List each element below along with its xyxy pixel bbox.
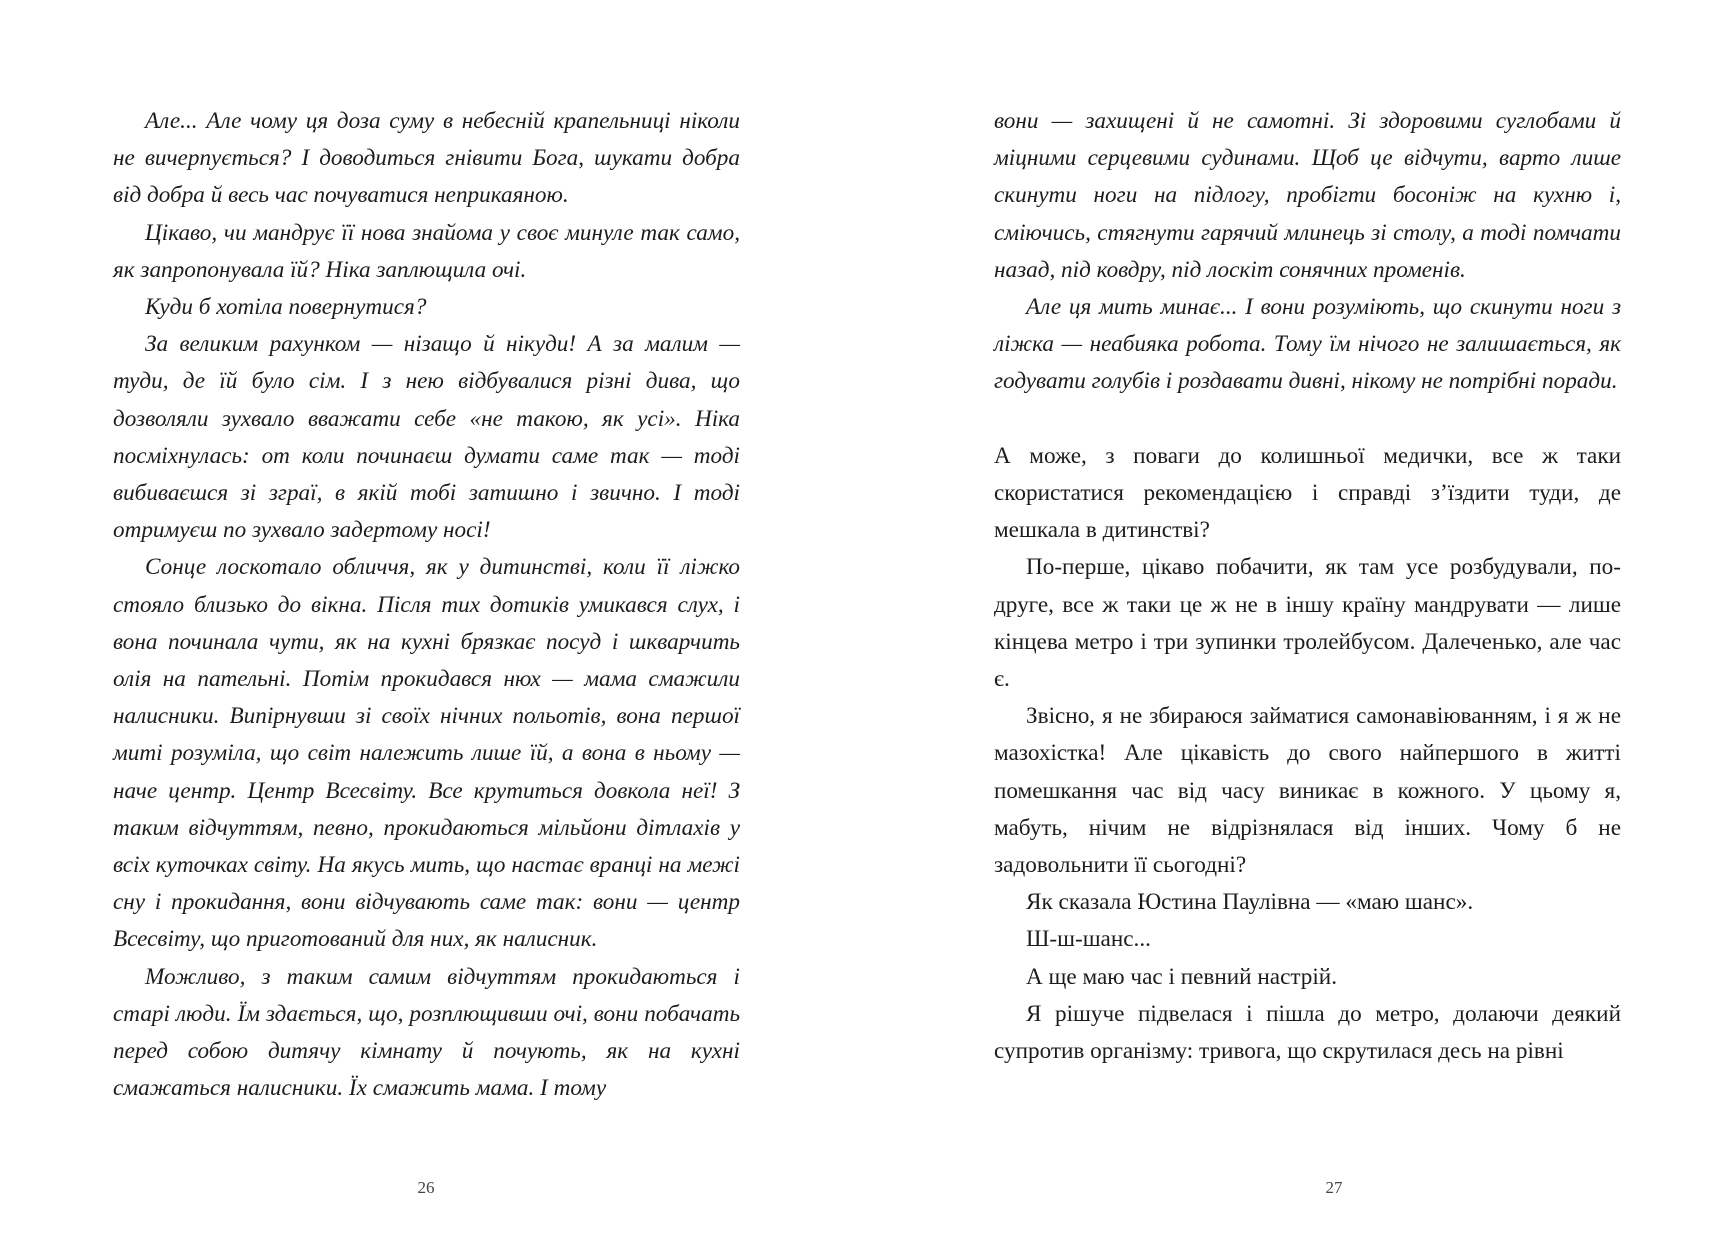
paragraph: За великим рахунком — нізащо й нікуди! А за малим — туди, де їй було сім. І з нею відбувалися різні дива, що дозволяли зухвало вважати себе «не такою, як усі». Ніка посміхнулась: от коли починаєш думати саме так — тоді вибиваєшся зі зграї, в якій тобі затишно і звично. І тоді отримуєш по зухвало задертому носі! bbox=[113, 331, 740, 544]
paragraph: Звісно, я не збираюся займатися самонавіюванням, і я ж не мазохістка! Але цікавість до свого найпершого в житті помешкання час від часу виникає в кожного. У цьому я, мабуть, нічим не відрізнялася від інших. Чому б не задовольнити її сьогодні? bbox=[994, 703, 1621, 879]
paragraph: Куди б хотіла повернутися? bbox=[145, 294, 427, 321]
left-page bbox=[0, 0, 856, 1258]
paragraph: Цікаво, чи мандрує її нова знайома у своє минуле так само, як запропонувала їй? Ніка заплющила очі. bbox=[113, 219, 740, 283]
page-number-right: 27 bbox=[1325, 1178, 1343, 1197]
paragraph: Можливо, з таким самим відчуттям прокидаються і старі люди. Їм здається, що, розплющивши очі, вони побачать перед собою дитячу кімнату й почують, як на кухні смажаться налисники. Їх смажить мама. І тому bbox=[113, 963, 740, 1102]
paragraph: Але... Але чому ця доза суму в небесній крапельниці ніколи не вичерпується? І доводиться гнівити Бога, шукати добра від добра й весь час почуватися неприкаяною. bbox=[113, 108, 740, 209]
paragraph: Як сказала Юстина Паулівна — «маю шанс». bbox=[1026, 889, 1474, 916]
left-page-text bbox=[113, 103, 740, 1107]
paragraph: А може, з поваги до колишньої медички, все ж таки скористатися рекомендацією і справді з’їздити туди, де мешкала в дитинстві? bbox=[994, 442, 1621, 544]
paragraph: Ш-ш-шанс... bbox=[1026, 926, 1151, 953]
paragraph: Але ця мить минає... І вони розуміють, що скинути ноги з ліжка — неабияка робота. Тому їм нічого не залишається, як годувати голубів і роздавати дивні, нікому не потрібні поради. bbox=[994, 294, 1621, 395]
right-page bbox=[856, 0, 1713, 1258]
paragraph: По-перше, цікаво побачити, як там усе розбудували, по-друге, все ж таки це ж не в іншу країну мандрувати — лише кінцева метро і три зупинки тролейбусом. Далеченько, але час є. bbox=[994, 554, 1621, 693]
right-page-text bbox=[994, 103, 1621, 1070]
paragraph: А ще маю час і певний настрій. bbox=[1026, 963, 1338, 990]
paragraph: Сонце лоскотало обличчя, як у дитинстві, коли її ліжко стояло близько до вікна. Після тих дотиків умикався слух, і вона починала чути, як на кухні брязкає посуд і шкварчить олія на пательні. Потім прокидався нюх — мама смажили налисники. Випірнувши зі своїх нічних польотів, вона першої миті розуміла, що світ належить лише їй, а вона в ньому — наче центр. Центр Всесвіту. Все крутиться довкола неї! З таким відчуттям, певно, прокидаються мільйони дітлахів у всіх куточках світу. На якусь мить, що настає вранці на межі сну і прокидання, вони відчувають саме так: вони — центр Всесвіту, що приготований для них, як налисник. bbox=[113, 554, 740, 953]
paragraph: вони — захищені й не самотні. Зі здоровими суглобами й міцними серцевими судинами. Щоб це відчути, варто лише скинути ноги на підлогу, пробігти босоніж на кухню і, сміючись, стягнути гарячий млинець зі столу, а тоді помчати назад, під ковдру, під лоскіт сонячних променів. bbox=[994, 108, 1621, 283]
paragraph: Я рішуче підвелася і пішла до метро, долаючи деякий супротив організму: тривога, що скрутилася десь на рівні bbox=[994, 1000, 1621, 1065]
page-number-left: 26 bbox=[417, 1178, 435, 1197]
section-break bbox=[994, 401, 1621, 438]
